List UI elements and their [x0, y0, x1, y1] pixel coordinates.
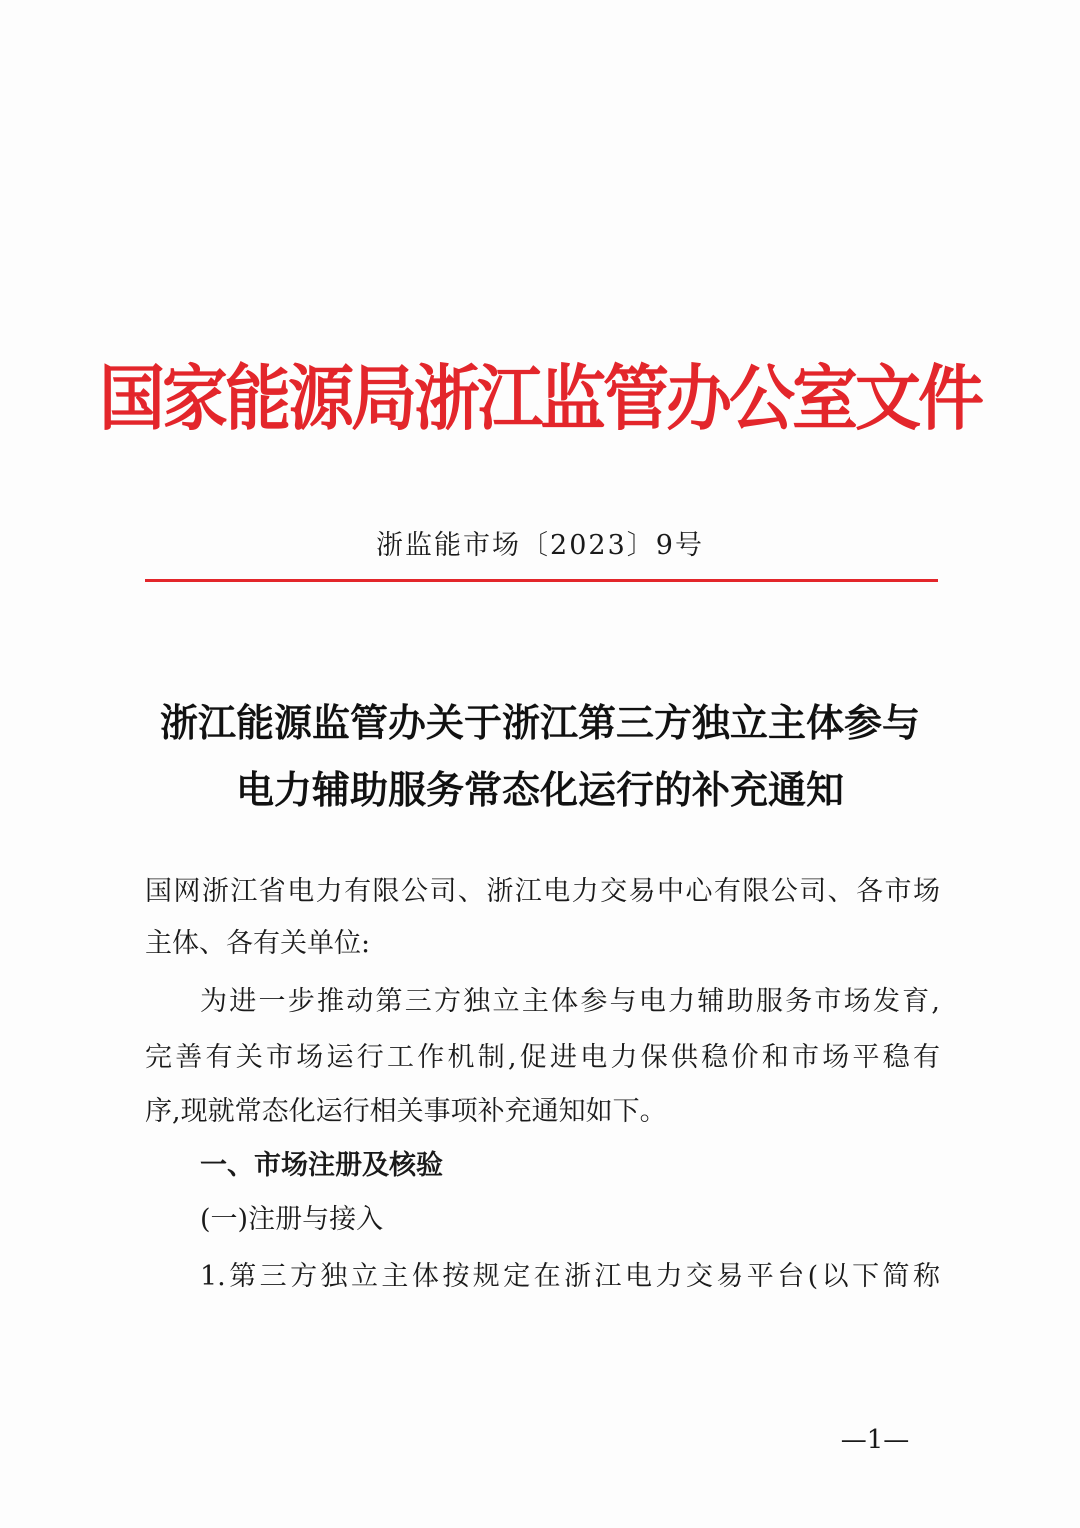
document-masthead: 国家能源局浙江监管办公室文件 — [99, 355, 981, 441]
document-title-line-2: 电力辅助服务常态化运行的补充通知 — [235, 768, 844, 812]
page-number: —1— — [840, 1425, 910, 1455]
intro-line-1: 为进一步推动第三方独立主体参与电力辅助服务市场发育, — [200, 986, 940, 1017]
section-heading: 一、市场注册及核验 — [200, 1150, 443, 1181]
intro-line-3: 序,现就常态化运行相关事项补充通知如下。 — [145, 1096, 667, 1127]
document-title-line-1: 浙江能源监管办关于浙江第三方独立主体参与 — [159, 701, 920, 745]
red-separator-line — [145, 579, 938, 582]
addressee-line-2: 主体、各有关单位: — [145, 928, 371, 959]
document-number: 浙监能市场〔2023〕9号 — [376, 530, 704, 561]
addressee-line-1: 国网浙江省电力有限公司、浙江电力交易中心有限公司、各市场 — [145, 876, 940, 907]
item-1-line-1: 1.第三方独立主体按规定在浙江电力交易平台(以下简称 — [200, 1261, 940, 1292]
intro-line-2: 完善有关市场运行工作机制,促进电力保供稳价和市场平稳有 — [145, 1042, 940, 1073]
subsection-heading: (一)注册与接入 — [200, 1204, 384, 1235]
